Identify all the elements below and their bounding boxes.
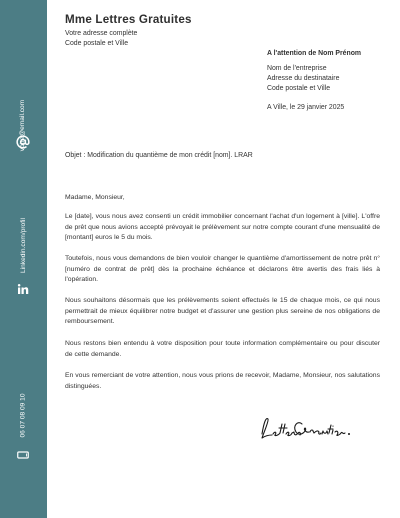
letter-subject: Objet : Modification du quantième de mon crédit [nom]. LRAR [65,152,253,159]
handwritten-signature [256,412,356,449]
paragraph-4: Nous restons bien entendu à votre disposition pour toute information complémentaire ou pour discuter de cette demande. [65,340,380,358]
sidebar-linkedin[interactable]: Linkedin.com/profil [19,217,27,273]
phone-icon [14,446,32,464]
at-icon [14,133,32,151]
paragraph-5: En vous remerciant de votre attention, nous vous prions de recevoir, Madame, Monsieur, nos salutations distinguées. [65,372,380,390]
paragraph-3: Nous souhaitons désormais que les prélèvements soient effectués le 15 de chaque mois, ce qui nous permettrait de mieux équilibrer notre budget et d'assurer une gestion plus sereine de nos obligations de remboursement. [65,297,380,326]
sender-address: Votre adresse complète [65,30,138,37]
recipient-title: A l'attention de Nom Prénom [267,50,362,57]
paragraph-2: Toutefois, nous vous demandons de bien vouloir changer le quantième d'amortissement de notre prêt n°[numéro de contrat de prêt] dès la prochaine échéance et déclarons être avertis des frais liés à l'opération. [65,255,380,284]
paragraph-1: Le [date], vous nous avez consenti un crédit immobilier concernant l'achat d'un logement à [ville]. L'offre de prêt que nous avions accepté prévoyait le prélèvement sur notre compte courant d'une mensualité de [montant] euros le 5 du mois. [65,213,380,242]
recipient-city: Code postale et Ville [267,85,331,92]
letter-date: A Ville, le 29 janvier 2025 [267,104,345,111]
recipient-company: Nom de l'entreprise [267,65,327,72]
recipient-address: Adresse du destinataire [267,75,340,82]
sidebar-phone[interactable]: 06 07 08 09 10 [19,393,27,437]
linkedin-icon [14,280,32,298]
sidebar-email[interactable]: votre@email.com [19,99,27,151]
greeting: Madame, Monsieur, [65,194,125,201]
sender-city: Code postale et Ville [65,40,129,47]
sender-name: Mme Lettres Gratuites [65,13,192,26]
